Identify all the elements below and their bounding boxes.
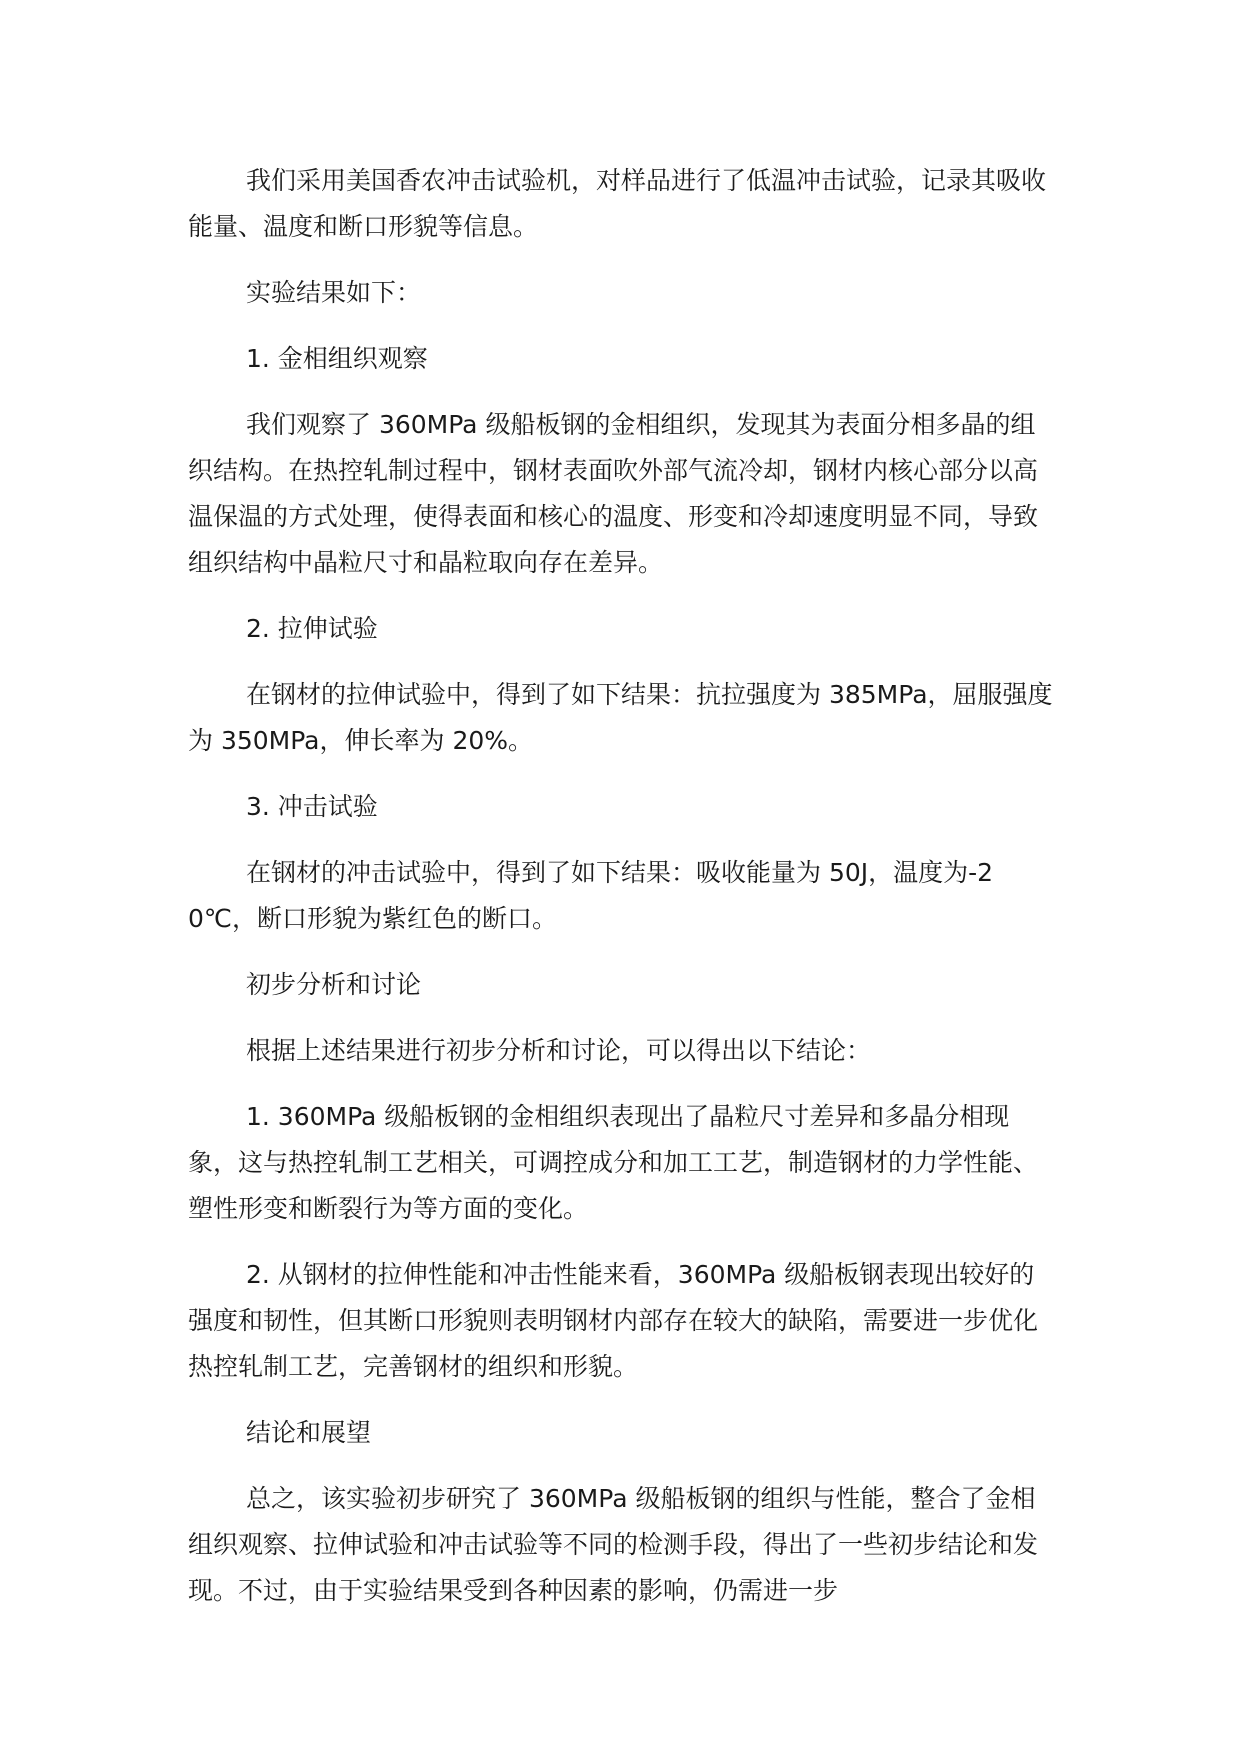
paragraph-metallography: 我们观察了 360MPa 级船板钢的金相组织，发现其为表面分相多晶的组织结构。在热控轧制过程中，钢材表面吹外部气流冷却，钢材内核心部分以高温保温的方式处理，使得表面和核心的温度、形变和冷却速度明显不同，导致组织结构中晶粒尺寸和晶粒取向存在差异。 (188, 410, 1039, 577)
section-heading-conclusion: 结论和展望 (246, 1418, 372, 1447)
section-heading-impact-test: 3. 冲击试验 (246, 792, 378, 821)
paragraph-tensile-test: 在钢材的拉伸试验中，得到了如下结果：抗拉强度为 385MPa，屈服强度为 350MPa，伸长率为 20%。 (188, 680, 1053, 755)
paragraph-conclusion-2: 2. 从钢材的拉伸性能和冲击性能来看，360MPa 级船板钢表现出较好的强度和韧性，但其断口形貌则表明钢材内部存在较大的缺陷，需要进一步优化热控轧制工艺，完善钢材的组织和形貌。 (188, 1260, 1039, 1381)
paragraph-intro: 我们采用美国香农冲击试验机，对样品进行了低温冲击试验，记录其吸收能量、温度和断口形貌等信息。 (188, 166, 1047, 241)
section-heading-metallography: 1. 金相组织观察 (246, 344, 428, 373)
paragraph-summary: 总之，该实验初步研究了 360MPa 级船板钢的组织与性能，整合了金相组织观察、拉伸试验和冲击试验等不同的检测手段，得出了一些初步结论和发现。不过，由于实验结果受到各种因素的影响，仍需进一步 (188, 1484, 1039, 1605)
paragraph-analysis-intro: 根据上述结果进行初步分析和讨论，可以得出以下结论： (246, 1036, 872, 1065)
paragraph-results-heading: 实验结果如下： (246, 278, 422, 307)
paragraph-impact-test: 在钢材的冲击试验中，得到了如下结果：吸收能量为 50J，温度为-20℃，断口形貌为紫红色的断口。 (188, 858, 994, 933)
section-heading-tensile-test: 2. 拉伸试验 (246, 614, 378, 643)
document-body (188, 158, 1058, 1634)
section-heading-analysis: 初步分析和讨论 (246, 970, 422, 999)
paragraph-conclusion-1: 1. 360MPa 级船板钢的金相组织表现出了晶粒尺寸差异和多晶分相现象，这与热控轧制工艺相关，可调控成分和加工工艺，制造钢材的力学性能、塑性形变和断裂行为等方面的变化。 (188, 1102, 1039, 1223)
